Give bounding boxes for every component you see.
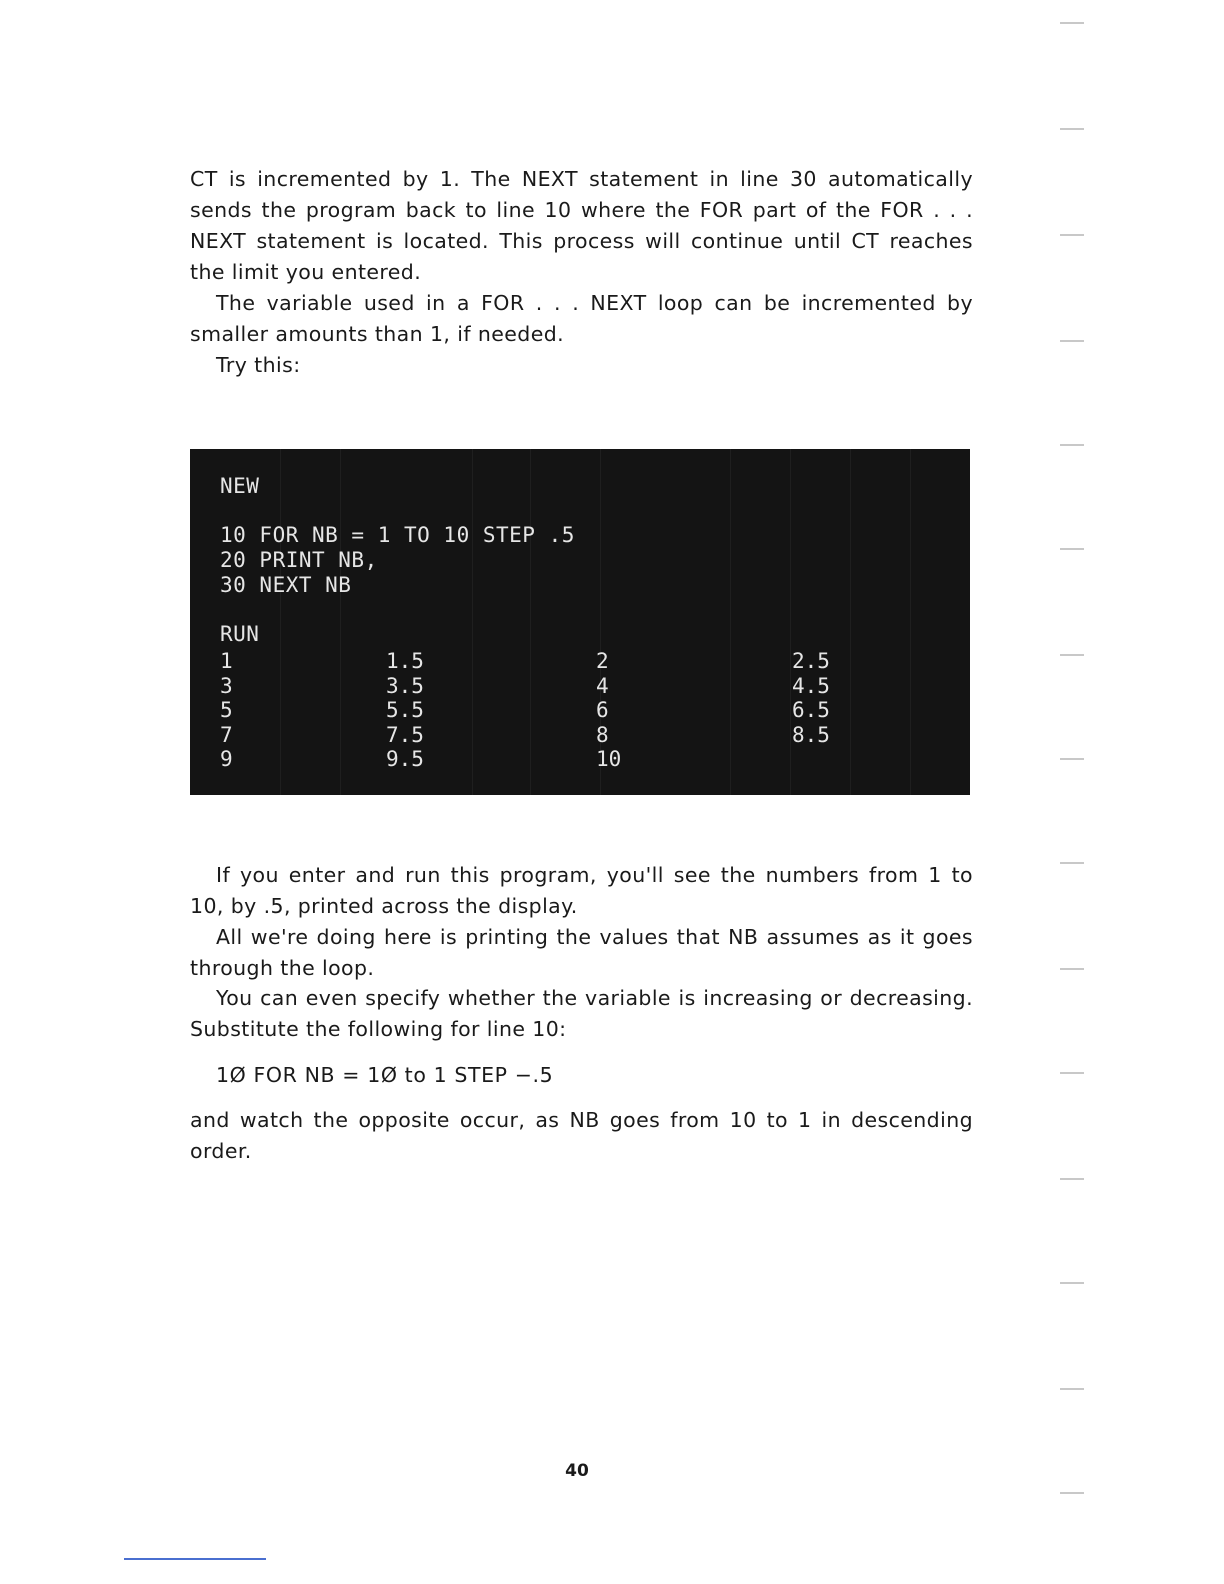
terminal-output-value: 10	[596, 747, 622, 771]
terminal-program-line-30: 30 NEXT NB	[220, 573, 352, 597]
scan-edge-mark	[1060, 1072, 1084, 1074]
terminal-output-value: 8.5	[792, 722, 830, 747]
paragraph-try-this: Try this:	[216, 353, 301, 377]
scan-edge-mark	[1060, 968, 1084, 970]
scan-edge-mark	[1060, 758, 1084, 760]
scan-edge-mark	[1060, 1178, 1084, 1180]
terminal-output-value: 7.5	[386, 722, 424, 747]
paragraph-run-result: If you enter and run this program, you'll see the numbers from 1 to 10, by .5, printed across the display.	[190, 863, 973, 918]
scan-edge-mark	[1060, 340, 1084, 342]
terminal-output-value: 9	[220, 747, 233, 771]
terminal-output-value: 6.5	[792, 698, 830, 722]
scan-edge-mark	[1060, 654, 1084, 656]
terminal-output-value: 6	[596, 698, 609, 722]
terminal-output-value: 4.5	[792, 673, 830, 698]
terminal-output-value: 8	[596, 722, 609, 747]
terminal-output-value: 5	[220, 698, 233, 722]
paragraph-for-next-explanation: CT is incremented by 1. The NEXT statement in line 30 automatically sends the program back to line 10 where the FOR part of the FOR . . . NEXT statement is located. This process will continue until CT reaches the limit you entered.	[190, 167, 973, 284]
scan-edge-mark	[1060, 1492, 1084, 1494]
scan-edge-mark	[1060, 444, 1084, 446]
scan-edge-mark	[1060, 548, 1084, 550]
terminal-output-value: 3.5	[386, 673, 424, 698]
terminal-run-command: RUN	[220, 622, 260, 646]
terminal-output-column-4	[792, 649, 830, 747]
scan-edge-mark	[1060, 234, 1084, 236]
terminal-new-command: NEW	[220, 474, 260, 498]
terminal-output-value: 1.5	[386, 649, 424, 673]
terminal-program-line-20: 20 PRINT NB,	[220, 548, 378, 572]
scan-edge-mark	[1060, 22, 1084, 24]
terminal-output-value: 1	[220, 649, 233, 673]
terminal-output-value: 2.5	[792, 649, 830, 673]
code-example-line-10: 1Ø FOR NB = 1Ø to 1 STEP −.5	[216, 1063, 554, 1087]
terminal-output-value: 5.5	[386, 698, 424, 722]
terminal-output-column-3	[596, 649, 621, 772]
terminal-output-value: 9.5	[386, 747, 424, 771]
terminal-output-value: 2	[596, 649, 609, 673]
footer-rule	[124, 1558, 266, 1560]
paragraph-smaller-increments: The variable used in a FOR . . . NEXT loop can be incremented by smaller amounts than 1, if needed.	[190, 291, 973, 346]
scan-edge-mark	[1060, 1388, 1084, 1390]
scan-edge-mark	[1060, 862, 1084, 864]
scan-edge-mark	[1060, 128, 1084, 130]
paragraph-printing-values: All we're doing here is printing the values that NB assumes as it goes through the loop.	[190, 925, 973, 980]
terminal-output-value: 3	[220, 673, 233, 698]
terminal-output-column-2	[386, 649, 424, 772]
terminal-output-column-1	[220, 649, 233, 772]
paragraph-descending-order: and watch the opposite occur, as NB goes from 10 to 1 in descending order.	[190, 1108, 973, 1163]
terminal-output-value: 4	[596, 673, 609, 698]
paragraph-increasing-decreasing: You can even specify whether the variable is increasing or decreasing. Substitute the following for line 10:	[190, 986, 973, 1041]
terminal-output-value: 7	[220, 722, 233, 747]
scan-edge-mark	[1060, 1282, 1084, 1284]
terminal-screenshot	[190, 449, 970, 795]
terminal-program-line-10: 10 FOR NB = 1 TO 10 STEP .5	[220, 523, 575, 547]
page-number: 40	[565, 1461, 589, 1481]
